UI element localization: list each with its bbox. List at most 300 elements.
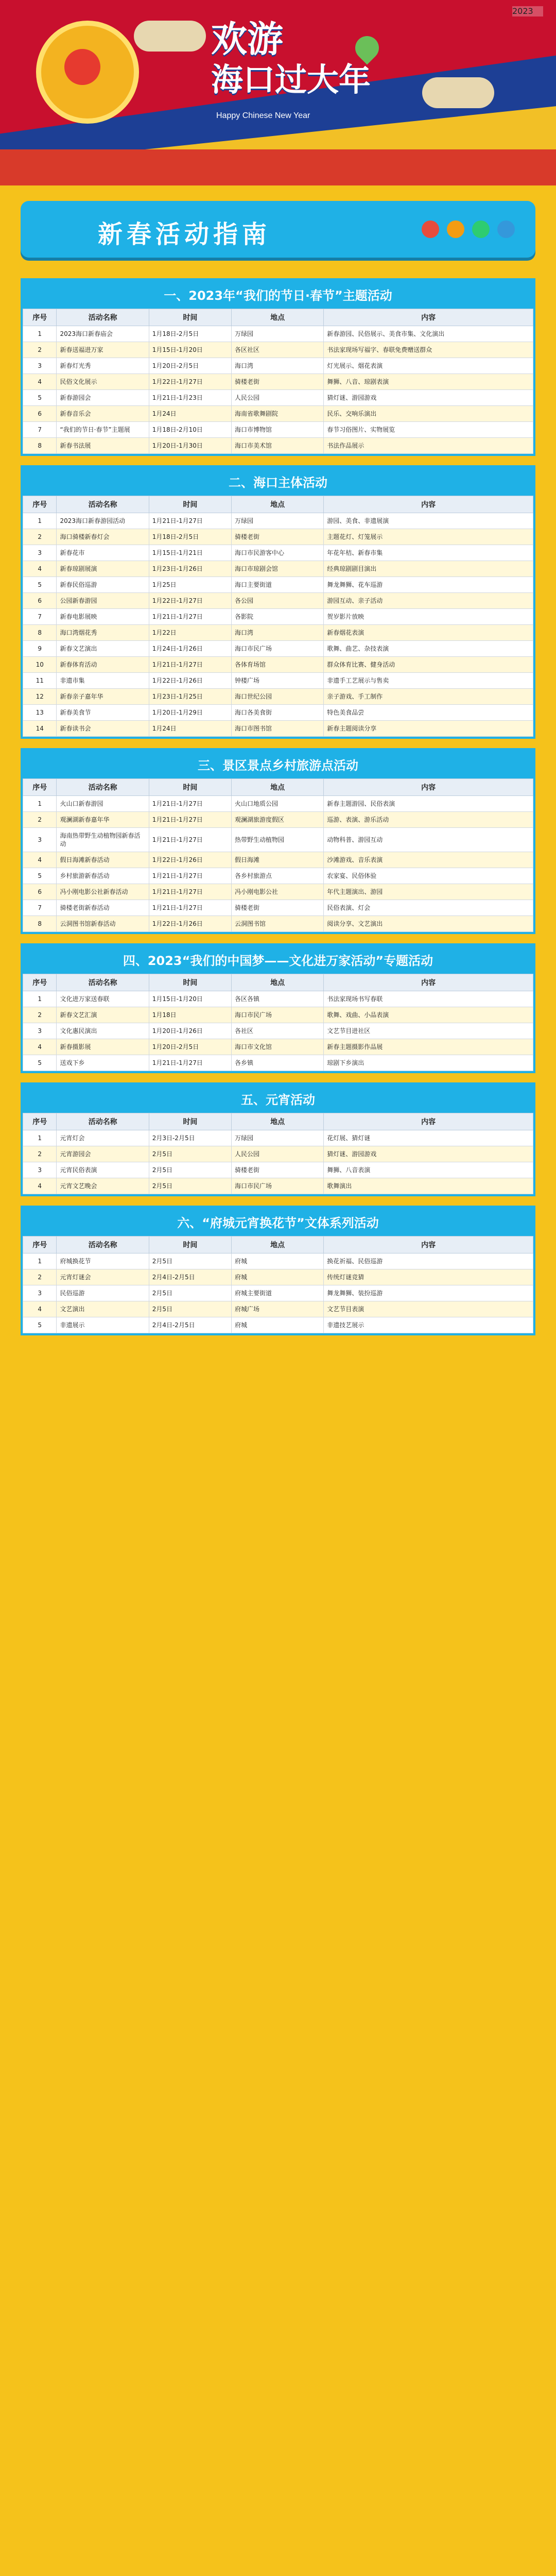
table-cell: 1月21日-1月27日 [149,657,231,673]
brand-logo: 2023 [512,6,543,16]
table-cell: 琼剧下乡演出 [324,1055,533,1071]
table-cell: 5 [23,1317,57,1333]
table-cell: 元宵游园会 [57,1146,149,1162]
event-table [23,1236,533,1333]
table-cell: 各体育场馆 [231,657,323,673]
table-row [23,657,533,673]
table-header: 时间 [149,496,231,513]
section-title: 五、元宵活动 [23,1084,533,1113]
section-title: 六、“府城元宵换花节”文体系列活动 [23,1208,533,1236]
table-row [23,1023,533,1039]
dot-icon [447,221,464,238]
table-cell: 1月24日-1月26日 [149,641,231,657]
table-cell: 2月4日-2月5日 [149,1317,231,1333]
table-cell: 游园、美食、非遗展演 [324,513,533,529]
table-cell: 1月21日-1月27日 [149,609,231,625]
table-cell: 海口市美术馆 [231,438,323,454]
table-cell: 2月5日 [149,1253,231,1269]
table-cell: 1月21日-1月27日 [149,1055,231,1071]
table-cell: 非遗手工艺展示与售卖 [324,673,533,689]
table-cell: 文化进万家送春联 [57,991,149,1007]
table-row [23,422,533,438]
table-row [23,900,533,916]
table-header: 序号 [23,496,57,513]
table-header: 时间 [149,779,231,796]
table-cell: 8 [23,625,57,641]
table-row [23,1317,533,1333]
table-header: 活动名称 [57,779,149,796]
table-cell: 5 [23,1055,57,1071]
table-cell: 2月5日 [149,1285,231,1301]
table-cell: 观澜湖旅游度假区 [231,812,323,828]
table-cell: 1月21日-1月27日 [149,868,231,884]
table-cell: 假日海滩新春活动 [57,852,149,868]
table-row [23,390,533,406]
table-cell: 文艺演出 [57,1301,149,1317]
table-cell: 8 [23,438,57,454]
cloud-decoration [422,77,494,108]
section-title: 一、2023年“我们的节日·春节”主题活动 [23,280,533,309]
table-row [23,561,533,577]
table-cell: 2月3日-2月5日 [149,1130,231,1146]
table-cell: 新春主题阅读分享 [324,721,533,737]
table-cell: 钟楼广场 [231,673,323,689]
table-cell: 1月21日-1月27日 [149,828,231,852]
table-cell: 非遗技艺展示 [324,1317,533,1333]
table-header: 内容 [324,974,533,991]
event-section [21,278,535,456]
table-row [23,342,533,358]
table-cell: 新春书法展 [57,438,149,454]
table-row [23,1146,533,1162]
table-cell: 民俗表演、灯会 [324,900,533,916]
table-cell: 新春美食节 [57,705,149,721]
table-cell: 万绿园 [231,326,323,342]
table-cell: 1月18日-2月5日 [149,326,231,342]
table-cell: 新春琼剧展演 [57,561,149,577]
table-cell: 6 [23,593,57,609]
table-cell: 4 [23,374,57,390]
table-cell: 1月22日-1月26日 [149,673,231,689]
table-cell: 1月22日-1月26日 [149,852,231,868]
table-cell: 3 [23,828,57,852]
table-cell: 海口湾烟花秀 [57,625,149,641]
table-row [23,1253,533,1269]
table-cell: 3 [23,545,57,561]
table-cell: 公园新春游园 [57,593,149,609]
table-cell: 1月18日-2月5日 [149,529,231,545]
table-header: 序号 [23,779,57,796]
events-content [21,278,535,1345]
table-cell: 阅读分享、文艺演出 [324,916,533,932]
table-cell: 1月25日 [149,577,231,593]
table-cell: 文艺节目进社区 [324,1023,533,1039]
table-cell: 府城换花节 [57,1253,149,1269]
table-cell: 1月20日-1月29日 [149,705,231,721]
table-cell: 冯小刚电影公社新春活动 [57,884,149,900]
table-row [23,593,533,609]
table-cell: 火山口新春游园 [57,796,149,812]
table-cell: 1月21日-1月23日 [149,390,231,406]
table-row [23,852,533,868]
table-cell: 海南热带野生动植物园新春活动 [57,828,149,852]
table-row [23,374,533,390]
table-cell: 新春游园、民俗展示、美食市集、文化演出 [324,326,533,342]
table-row [23,326,533,342]
table-row [23,705,533,721]
table-header: 地点 [231,974,323,991]
table-cell: 骑楼老街 [231,374,323,390]
table-cell: 各社区 [231,1023,323,1039]
table-cell: 非遗展示 [57,1317,149,1333]
table-cell: 2023海口新春游园活动 [57,513,149,529]
table-cell: 新春民俗巡游 [57,577,149,593]
table-cell: 府城广场 [231,1301,323,1317]
table-cell: 各影院 [231,609,323,625]
dot-icon [497,221,515,238]
table-cell: 7 [23,422,57,438]
table-cell: 年花年桔、新春市集 [324,545,533,561]
hero-headline-1: 欢游 [211,18,283,60]
table-cell: 海口市民广场 [231,1178,323,1194]
table-cell: 1 [23,1130,57,1146]
table-cell: 新春体育活动 [57,657,149,673]
table-row [23,545,533,561]
table-cell: 12 [23,689,57,705]
table-cell: 1月18日 [149,1007,231,1023]
table-cell: 4 [23,1301,57,1317]
table-cell: 2月5日 [149,1146,231,1162]
table-row [23,689,533,705]
table-header: 活动名称 [57,309,149,326]
table-cell: 4 [23,1178,57,1194]
table-cell: 府城 [231,1317,323,1333]
table-cell: 元宵民俗表演 [57,1162,149,1178]
cloud-decoration [134,21,206,52]
table-cell: 经典琼剧剧目演出 [324,561,533,577]
table-cell: 新春摄影展 [57,1039,149,1055]
table-cell: 特色美食品尝 [324,705,533,721]
table-cell: 骑楼老街 [231,529,323,545]
table-cell: 3 [23,1162,57,1178]
table-cell: 贺岁影片放映 [324,609,533,625]
table-cell: 猜灯谜、游园游戏 [324,390,533,406]
table-cell: 府城主要街道 [231,1285,323,1301]
table-cell: 1 [23,513,57,529]
table-cell: 1月20日-2月5日 [149,1039,231,1055]
table-cell: 5 [23,577,57,593]
table-cell: 歌舞、曲艺、杂技表演 [324,641,533,657]
table-row [23,406,533,422]
table-header: 内容 [324,1113,533,1130]
table-row [23,1130,533,1146]
table-cell: 海口市文化馆 [231,1039,323,1055]
table-cell: 1月21日-1月27日 [149,513,231,529]
table-header: 内容 [324,1236,533,1253]
table-cell: 假日海滩 [231,852,323,868]
table-cell: 2 [23,529,57,545]
table-cell: 海口市民广场 [231,1007,323,1023]
table-cell: 新春送福进万家 [57,342,149,358]
table-row [23,1055,533,1071]
table-cell: 1月21日-1月27日 [149,796,231,812]
table-cell: 新春烟花表演 [324,625,533,641]
table-cell: 海口湾 [231,625,323,641]
table-cell: 各乡村旅游点 [231,868,323,884]
table-header: 地点 [231,496,323,513]
table-cell: 海口市图书馆 [231,721,323,737]
table-cell: 歌舞演出 [324,1178,533,1194]
dot-icon [472,221,490,238]
table-cell: 9 [23,641,57,657]
table-cell: 海口各美食街 [231,705,323,721]
table-cell: 万绿园 [231,513,323,529]
table-cell: 非遗市集 [57,673,149,689]
table-cell: 1月22日-1月26日 [149,916,231,932]
table-cell: 14 [23,721,57,737]
table-cell: 农家宴、民俗体验 [324,868,533,884]
table-cell: 主题花灯、灯笼展示 [324,529,533,545]
table-row [23,991,533,1007]
table-cell: “我们的节日·春节”主题展 [57,422,149,438]
table-header: 地点 [231,1113,323,1130]
table-cell: 1月20日-1月30日 [149,438,231,454]
table-row [23,796,533,812]
table-row [23,673,533,689]
table-header: 序号 [23,309,57,326]
table-cell: 2 [23,1269,57,1285]
table-cell: 1 [23,1253,57,1269]
table-cell: 4 [23,1039,57,1055]
table-cell: 巡游、表演、游乐活动 [324,812,533,828]
table-header: 地点 [231,779,323,796]
table-cell: 乡村旅游新春活动 [57,868,149,884]
table-header: 时间 [149,1113,231,1130]
table-cell: 热带野生动植物园 [231,828,323,852]
table-cell: 观澜湖新春嘉年华 [57,812,149,828]
table-cell: 2月5日 [149,1178,231,1194]
table-row [23,358,533,374]
table-cell: 新春文艺汇演 [57,1007,149,1023]
table-cell: 6 [23,884,57,900]
hero-footer-band [0,149,556,185]
table-cell: 6 [23,406,57,422]
table-cell: 2月5日 [149,1301,231,1317]
section-title: 三、景区景点乡村旅游点活动 [23,750,533,778]
table-cell: 各公园 [231,593,323,609]
table-header: 地点 [231,1236,323,1253]
table-header: 活动名称 [57,1236,149,1253]
table-cell: 骑楼老街 [231,1162,323,1178]
table-cell: 骑楼老街新春活动 [57,900,149,916]
table-row [23,625,533,641]
table-cell: 人民公园 [231,390,323,406]
table-row [23,529,533,545]
table-header: 时间 [149,974,231,991]
table-cell: 1 [23,796,57,812]
table-cell: 5 [23,868,57,884]
table-cell: 1月22日 [149,625,231,641]
hero-banner [0,0,556,185]
table-row [23,1007,533,1023]
table-header: 地点 [231,309,323,326]
event-table [23,778,533,932]
table-cell: 1月15日-1月20日 [149,342,231,358]
table-cell: 2月5日 [149,1162,231,1178]
table-cell: 新春文艺演出 [57,641,149,657]
table-cell: 各区各镇 [231,991,323,1007]
table-cell: 1 [23,326,57,342]
table-cell: 海口世纪公园 [231,689,323,705]
table-cell: 1月21日-1月27日 [149,812,231,828]
table-cell: 各乡镇 [231,1055,323,1071]
table-cell: 海口市民广场 [231,641,323,657]
event-table [23,309,533,454]
table-cell: 舞狮、八音、琼剧表演 [324,374,533,390]
event-section [21,1082,535,1196]
table-cell: 3 [23,1285,57,1301]
table-cell: 1月24日 [149,721,231,737]
table-cell: 群众体育比赛、健身活动 [324,657,533,673]
table-row [23,916,533,932]
table-cell: 7 [23,609,57,625]
table-cell: 动物科普、游园互动 [324,828,533,852]
table-cell: 海口湾 [231,358,323,374]
table-row [23,1269,533,1285]
table-cell: 1 [23,991,57,1007]
table-cell: 春节习俗图片、实物展览 [324,422,533,438]
table-cell: 2 [23,1007,57,1023]
table-cell: 1月15日-1月20日 [149,991,231,1007]
table-cell: 新春主题摄影作品展 [324,1039,533,1055]
table-header: 活动名称 [57,496,149,513]
table-cell: 新春灯光秀 [57,358,149,374]
guide-title-banner [21,201,535,258]
table-header: 内容 [324,779,533,796]
event-table [23,1113,533,1194]
table-cell: 民俗文化展示 [57,374,149,390]
table-cell: 府城 [231,1253,323,1269]
table-cell: 云洞图书馆 [231,916,323,932]
table-cell: 舞龙舞狮、装扮巡游 [324,1285,533,1301]
table-cell: 万绿园 [231,1130,323,1146]
table-cell: 各区社区 [231,342,323,358]
table-cell: 骑楼老街 [231,900,323,916]
table-cell: 1月22日-1月27日 [149,593,231,609]
dot-icon [422,221,439,238]
table-cell: 书法作品展示 [324,438,533,454]
table-cell: 1月21日-1月27日 [149,884,231,900]
table-cell: 游园互动、亲子活动 [324,593,533,609]
table-cell: 5 [23,390,57,406]
table-cell: 2月4日-2月5日 [149,1269,231,1285]
table-cell: 新春亲子嘉年华 [57,689,149,705]
table-header: 内容 [324,309,533,326]
table-cell: 3 [23,1023,57,1039]
table-row [23,438,533,454]
table-cell: 新春音乐会 [57,406,149,422]
table-cell: 云洞图书馆新春活动 [57,916,149,932]
table-cell: 文艺节目表演 [324,1301,533,1317]
table-cell: 海口市民游客中心 [231,545,323,561]
table-cell: 海口市琼剧会馆 [231,561,323,577]
table-cell: 冯小刚电影公社 [231,884,323,900]
section-title: 四、2023“我们的中国梦——文化进万家活动”专题活动 [23,945,533,974]
table-cell: 海口骑楼新春灯会 [57,529,149,545]
table-cell: 书法家现场写福字、春联免费赠送群众 [324,342,533,358]
table-cell: 2 [23,1146,57,1162]
table-cell: 1月22日-1月27日 [149,374,231,390]
table-cell: 8 [23,916,57,932]
decor-dots [416,221,515,240]
table-cell: 10 [23,657,57,673]
table-row [23,812,533,828]
table-cell: 元宵文艺晚会 [57,1178,149,1194]
table-cell: 灯光展示、烟花表演 [324,358,533,374]
table-cell: 火山口地质公园 [231,796,323,812]
table-cell: 人民公园 [231,1146,323,1162]
table-cell: 1月21日-1月27日 [149,900,231,916]
table-row [23,721,533,737]
table-header: 时间 [149,309,231,326]
table-header: 内容 [324,496,533,513]
table-cell: 3 [23,358,57,374]
table-row [23,609,533,625]
table-row [23,1301,533,1317]
table-cell: 新春花市 [57,545,149,561]
table-cell: 亲子游戏、手工制作 [324,689,533,705]
table-row [23,868,533,884]
table-header: 序号 [23,974,57,991]
guide-title: 新春活动指南 [98,220,271,249]
hero-headline-2: 海口过大年 [211,61,371,98]
table-header: 序号 [23,1113,57,1130]
table-cell: 民乐、交响乐演出 [324,406,533,422]
table-cell: 1月15日-1月21日 [149,545,231,561]
table-row [23,577,533,593]
table-row [23,1162,533,1178]
table-cell: 11 [23,673,57,689]
table-cell: 书法家现场书写春联 [324,991,533,1007]
table-cell: 换花祈福、民俗巡游 [324,1253,533,1269]
table-header: 序号 [23,1236,57,1253]
table-cell: 府城 [231,1269,323,1285]
table-cell: 4 [23,852,57,868]
table-cell: 元宵灯谜会 [57,1269,149,1285]
table-cell: 4 [23,561,57,577]
table-cell: 1月20日-2月5日 [149,358,231,374]
table-cell: 海南省歌舞剧院 [231,406,323,422]
table-cell: 新春游园会 [57,390,149,406]
table-cell: 1月23日-1月25日 [149,689,231,705]
lion-face-icon [64,49,100,85]
table-cell: 文化惠民演出 [57,1023,149,1039]
table-cell: 舞龙舞狮、花车巡游 [324,577,533,593]
table-header: 时间 [149,1236,231,1253]
table-header: 活动名称 [57,1113,149,1130]
table-cell: 传统灯谜竞猜 [324,1269,533,1285]
table-header: 活动名称 [57,974,149,991]
table-cell: 猜灯谜、游园游戏 [324,1146,533,1162]
section-title: 二、海口主体活动 [23,467,533,496]
table-cell: 送戏下乡 [57,1055,149,1071]
table-row [23,828,533,852]
table-cell: 海口主要街道 [231,577,323,593]
table-cell: 1月18日-2月10日 [149,422,231,438]
table-cell: 年代主题演出、游园 [324,884,533,900]
table-cell: 新春主题游园、民俗表演 [324,796,533,812]
table-row [23,1285,533,1301]
